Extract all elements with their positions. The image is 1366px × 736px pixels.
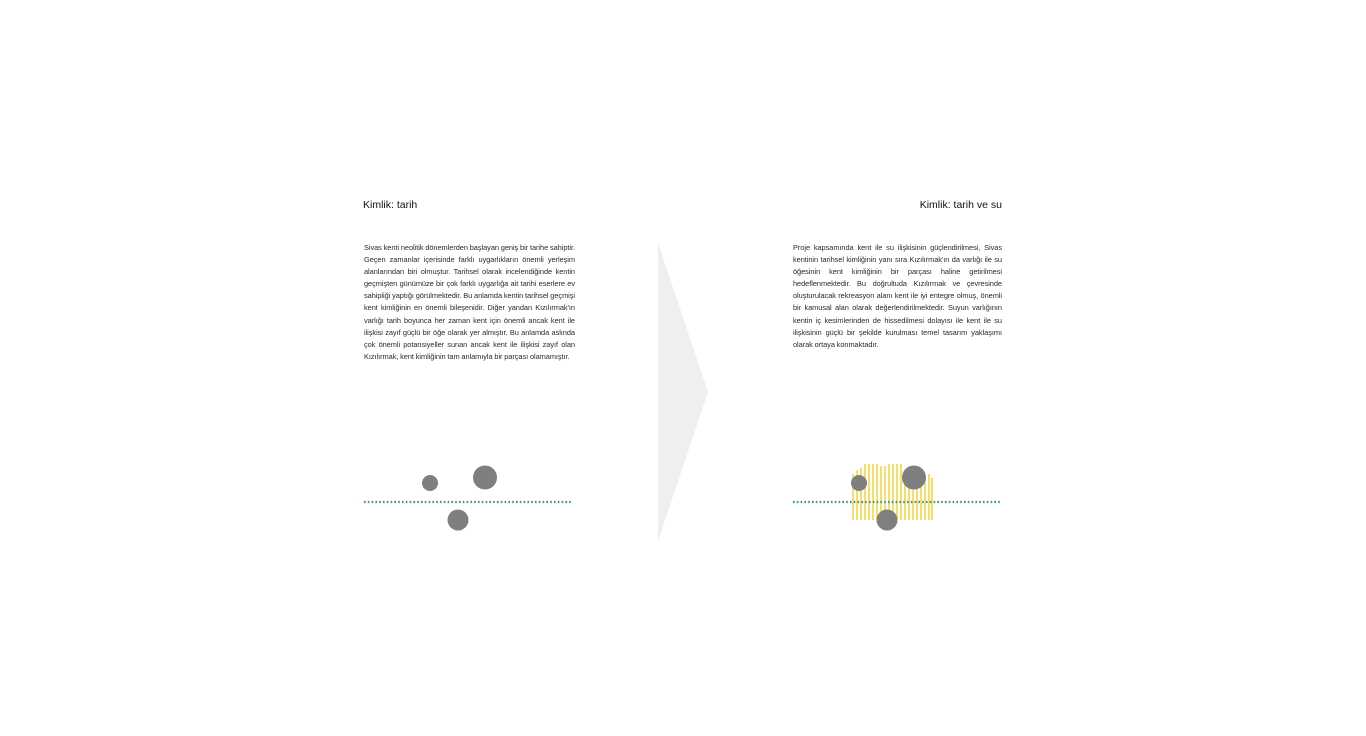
left-paragraph: Sivas kenti neolitik dönemlerden başlayan geniş bir tarihe sahiptir. Geçen zamanlar içerisinde farklı uygarlıkların önemli yerleşim alanlarından biri olmuştur. Tarihsel olarak incelendiğinde kentin geçmişten günümüze bir çok farklı uygarlığa ait tarihi eserlere ev sahipliği yaptığı görülmektedir. Bu anlamda kentin tarihsel geçmişi kent kimliğinin en önemli bileşenidir. Diğer yandan Kızılırmak'ın varlığı tarih boyunca her zaman kent için önemli ancak kent ile ilişkisi zayıf güçlü bir öğe olarak yer almıştır. Bu anlamda aslında çok önemli potansiyeller sunan ancak kent ile ilişkisi zayıf olan Kızılırmak, kent kimliğinin tam anlamıyla bir parçası olamamıştır. [364,243,575,361]
history-water-diagram [791,460,1003,535]
chevron-arrow-shape [658,243,708,541]
right-paragraph: Proje kapsamında kent ile su ilişkisinin güçlendirilmesi, Sivas kentinin tarihsel kimliğinin yanı sıra Kızılırmak'ın da varlığı ile su öğesinin kent kimliğinin bir parçası haline getirilmesi hedeflenmektedir. Bu doğrultuda Kızılırmak ve çevresinde oluşturulacak rekreasyon alanı kent ile iyi entegre olmuş, önemli bir kamusal alan olarak değerlendirilmektedir. Suyun varlığının kentin iç kesimlerinden de hissedilmesi dolayısı ile kent ile su ilişkisinin güçlü bir şekilde kurulması temel tasarım yaklaşımı olarak ortaya konmaktadır. [793,243,1002,349]
history-circle [877,510,898,531]
history-circle [473,466,497,490]
right-heading: Kimlik: tarih ve su [919,199,1002,211]
history-diagram [362,460,574,535]
history-circle [851,475,867,491]
history-circle [902,466,926,490]
chevron-arrow [658,243,708,541]
history-circle [448,510,469,531]
history-circle [422,475,438,491]
left-heading: Kimlik: tarih [363,199,418,211]
